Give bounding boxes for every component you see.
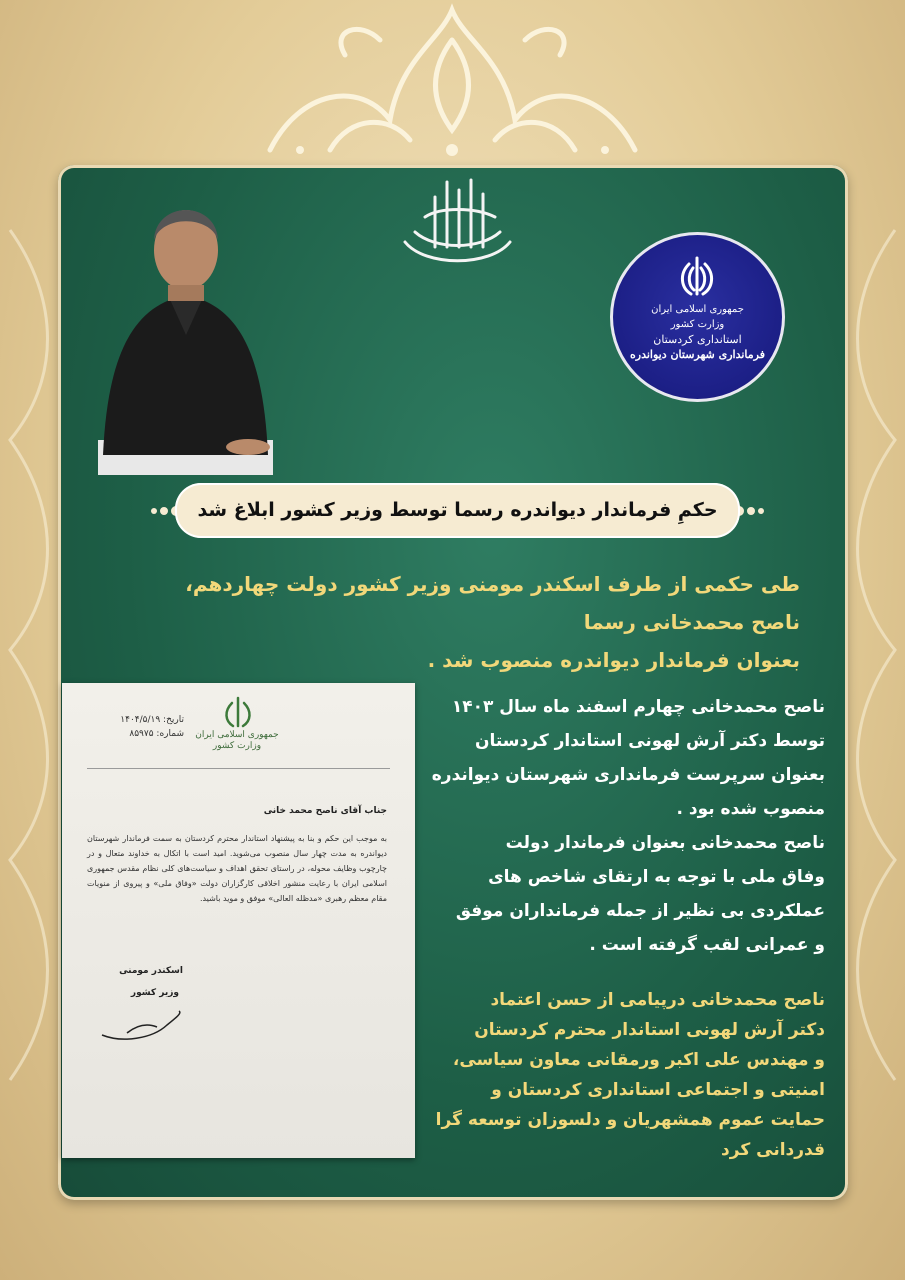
body-line: ناصح محمدخانی درپیامی از حسن اعتماد [490, 990, 825, 1010]
body-line: منصوب شده بود . [676, 799, 825, 819]
body-line: توسط دکتر آرش لهونی استاندار کردستان [474, 731, 825, 751]
body-line: ناصح محمدخانی چهارم اسفند ماه سال ۱۴۰۳ [451, 697, 825, 717]
seal-line-1: جمهوری اسلامی ایران [651, 304, 744, 315]
document-date-number [84, 713, 184, 741]
seal-line-2: وزارت کشور [670, 319, 725, 330]
document-salutation: جناب آقای ناصح محمد خانی [263, 806, 387, 816]
body-line: عملکردی بی نظیر از جمله فرمانداران موفق [455, 901, 825, 921]
iran-emblem-icon [677, 254, 717, 299]
body-text-gold [400, 985, 825, 1165]
body-line: امنیتی و اجتماعی استانداری کردستان و [491, 1080, 825, 1100]
portrait-photo [98, 185, 273, 475]
body-line: حمایت عموم همشهریان و دلسوزان توسعه گرا [435, 1110, 825, 1130]
body-line: و عمرانی لقب گرفته است . [589, 935, 825, 955]
document-divider [87, 768, 390, 769]
document-body: به موجب این حکم و بنا به پیشنهاد استاندار محترم کردستان به سمت فرماندار شهرستان دیواندره به مدت چهار سال منصوب می‌شوید. امید است با اتکال به خداوند متعال و در چارچوب وظایف محوله، در راستای تحقق اهداف و سیاست‌های کلی نظام مقدس جمهوری اسلامی ایران با رعایت منشور اخلاقی کارگزاران دولت «وفاق ملی» و پیروی از منویات مقام معظم رهبری «مدظله العالی» موفق و موید باشید. [87, 834, 387, 903]
document-signer-name: اسکندر مومنی [119, 966, 183, 976]
iran-emblem-icon [222, 695, 254, 729]
body-text-white [425, 690, 825, 962]
document-signer-title: وزیر کشور [130, 988, 179, 998]
handwritten-signature [97, 1005, 187, 1045]
appointment-document [62, 683, 415, 1158]
body-line: وفاق ملی با توجه به ارتقای شاخص های [488, 867, 825, 887]
body-line: و مهندس علی اکبر ورمقانی معاون سیاسی، [452, 1050, 825, 1070]
lead-line: ناصح محمدخانی رسما [583, 610, 800, 634]
document-date: تاریخ: ۱۴۰۴/۵/۱۹ [120, 715, 184, 725]
seal-line-3: استانداری کردستان [653, 333, 742, 346]
body-line: قدردانی کرد [721, 1140, 825, 1160]
headline: حکمِ فرماندار دیواندره رسما توسط وزیر کشور ابلاغ شد [197, 499, 718, 521]
top-ornament [0, 0, 905, 170]
governorate-seal [610, 232, 785, 402]
headline-banner [175, 483, 740, 538]
lead-text [120, 565, 800, 679]
body-line: دکتر آرش لهونی استاندار محترم کردستان [474, 1020, 825, 1040]
body-line: بعنوان سرپرست فرمانداری شهرستان دیواندره [431, 765, 825, 785]
lead-line: بعنوان فرماندار دیواندره منصوب شد . [427, 648, 800, 672]
bismillah-calligraphy-icon [395, 172, 520, 277]
document-number: شماره: ۸۵۹۷۵ [129, 729, 184, 739]
body-line: ناصح محمدخانی بعنوان فرماندار دولت [505, 833, 825, 853]
document-letterhead: جمهوری اسلامی ایران وزارت کشور [195, 730, 279, 751]
lead-line: طی حکمی از طرف اسکندر مومنی وزیر کشور دولت چهاردهم، [185, 572, 800, 596]
seal-line-4: فرمانداری شهرستان دیواندره [630, 348, 765, 361]
